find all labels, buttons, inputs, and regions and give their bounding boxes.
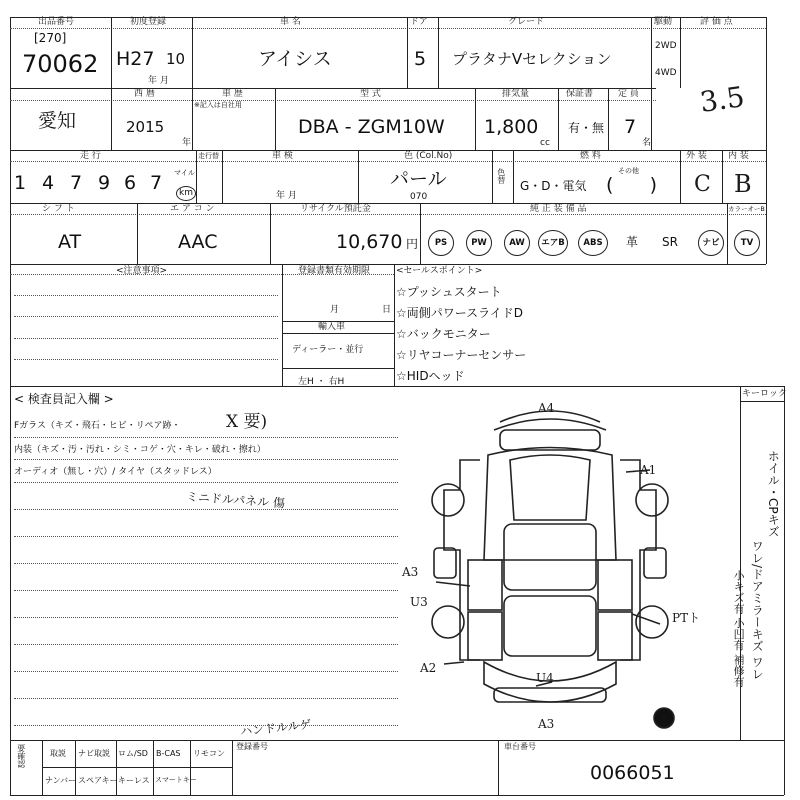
interior-grade: B	[734, 170, 752, 198]
fuel-label: 燃 料	[580, 151, 601, 161]
equip-airbag: エアB	[538, 230, 568, 256]
doors-label: ドア	[410, 17, 428, 27]
shift-label: シ フ ト	[42, 204, 75, 214]
mark-right-front: A1	[640, 463, 657, 477]
mileage-digit-2: 4	[42, 172, 55, 194]
sales-point-4: ☆リヤコーナーセンサー	[396, 348, 527, 362]
first-reg-label: 初度登録	[130, 17, 167, 27]
displacement-unit: cc	[540, 138, 550, 148]
chassis-number: 0066051	[590, 762, 675, 784]
displacement-value: 1,800	[484, 116, 539, 138]
inspector-label: < 検査員記入欄 >	[14, 392, 114, 406]
capacity-value: 7	[624, 116, 637, 138]
first-reg-month: 10	[166, 50, 186, 68]
right-col-damage: 小キズ有 小凹有 補修有	[732, 570, 746, 687]
footer-cell-smartkey: スマートキー	[155, 776, 197, 784]
equip-navi: ナビ	[698, 230, 724, 256]
footer-cell-navi-manual: ナビ取説	[78, 749, 110, 758]
model-year: 2015	[126, 118, 165, 136]
inspector-line-1: Fガラス（キズ・飛石・ヒビ・リペア跡・	[14, 421, 181, 431]
sales-point-1: ☆プッシュスタート	[396, 285, 502, 299]
drive-4wd: 4WD	[655, 68, 677, 78]
hand-note-handle: ハンドルルゲ	[239, 717, 313, 739]
score-handwritten: 3.5	[697, 80, 747, 119]
mileage-unit-km: km	[176, 186, 196, 201]
color-other-label: カラーオーB	[728, 205, 765, 213]
drive-2wd: 2WD	[655, 41, 677, 51]
equip-leather: 革	[626, 235, 639, 249]
history-label: 車 歴	[222, 89, 243, 99]
footer-cell-rom: ロム/SD	[118, 749, 148, 758]
inspector-line-2: 内装（キズ・汚・汚れ・シミ・コゲ・穴・キレ・破れ・擦れ）	[14, 445, 266, 455]
mark-rear: A3	[538, 717, 555, 731]
mark-right-rear-note: PTト	[672, 611, 701, 625]
inspector-line-3: オーディオ（無し・穴）/ タイヤ（スタッドレス）	[14, 467, 217, 477]
right-col-wheel: ホイル・CPキズ	[766, 450, 781, 538]
handle-value: 左H ・ 右H	[298, 377, 345, 387]
first-reg-suffix: 年 月	[148, 76, 169, 86]
model-year-label: 西 暦	[134, 89, 155, 99]
lot-no-label: 出品番号	[38, 17, 75, 27]
equip-abs: ABS	[578, 230, 608, 256]
capacity-label: 定 員	[618, 89, 639, 99]
recycle-label: リサイクル預託金	[300, 204, 371, 214]
shaken-ym: 年 月	[276, 191, 297, 201]
reg-no-label: 登録番号	[236, 742, 268, 751]
displacement-label: 排気量	[502, 89, 530, 99]
footer-cell-manual: 取説	[50, 749, 66, 758]
sales-point-3: ☆バックモニター	[396, 327, 491, 341]
exterior-grade: C	[694, 172, 711, 197]
equip-pw: PW	[466, 230, 492, 256]
footer-cell-number: ナンバー	[45, 776, 77, 785]
shift-value: AT	[58, 231, 82, 253]
import-value: ディーラー・並行	[292, 345, 364, 355]
equip-tv: TV	[734, 230, 760, 256]
footer-cell-bcas: B-CAS	[156, 749, 181, 758]
drive-label: 駆動	[654, 17, 673, 27]
color-change: 色替	[496, 168, 506, 184]
model-label: 型 式	[360, 89, 381, 99]
equipment-label: 純 正 装 備 品	[530, 204, 587, 214]
footer-side-label: 要確認	[16, 744, 26, 768]
score-label: 評 価 点	[700, 17, 733, 27]
equip-ps: PS	[428, 230, 454, 256]
mileage-unit-mile: マイル	[174, 169, 195, 177]
footer-cell-keyless: キーレス	[118, 776, 150, 785]
right-col-mirror: ワレ/ドアミラーキズ ワレ	[750, 540, 765, 680]
mark-left-mid-a: A3	[402, 565, 419, 579]
car-name: アイシス	[258, 48, 332, 70]
mark-front: A4	[538, 401, 555, 415]
doors-value: 5	[414, 48, 427, 70]
mark-left-rear: A2	[420, 661, 437, 675]
exterior-label: 外 装	[686, 151, 707, 161]
color-code: 070	[410, 192, 428, 202]
model-code: DBA - ZGM10W	[298, 116, 445, 138]
grade-label: グレード	[508, 17, 545, 27]
footer-cell-spare-key: スペアキー	[78, 776, 118, 785]
fuel-paren: ( )	[606, 174, 658, 196]
interior-label: 内 装	[728, 151, 749, 161]
hand-note-dash: ミニドルパネル 傷	[185, 489, 286, 511]
mileage-digit-1: 1	[14, 172, 27, 194]
fuel-other: その他	[618, 167, 639, 175]
sales-label: <セールスポイント>	[396, 266, 483, 276]
mileage-digit-5: 6	[124, 172, 137, 194]
keylock-label: キーロック	[742, 389, 787, 399]
equip-aw: AW	[504, 230, 530, 256]
warranty-value: 有・無	[568, 121, 605, 135]
history-sub: ※記入は自社用	[194, 101, 242, 109]
model-year-suffix: 年	[182, 138, 192, 148]
reg-day: 日	[382, 305, 392, 315]
fuel-options: G・D・電気	[520, 179, 587, 193]
color-value: パール	[390, 168, 447, 190]
mark-rear-center: U4	[536, 671, 554, 685]
shaken-label: 車 検	[272, 151, 293, 161]
lot-number: 70062	[22, 50, 99, 78]
chassis-label: 車台番号	[504, 742, 536, 751]
grade-value: プラタナVセレクション	[452, 50, 612, 68]
recycle-yen: 円	[406, 237, 419, 251]
car-name-label: 車 名	[280, 17, 301, 27]
venue: 愛知	[38, 110, 77, 132]
mileage-digit-4: 9	[98, 172, 111, 194]
reg-month: 月	[330, 305, 340, 315]
ac-label: エ ア コ ン	[170, 204, 215, 214]
mileage-digit-3: 7	[70, 172, 83, 194]
first-reg-era: H27	[116, 48, 155, 70]
import-label: 輸入車	[318, 322, 346, 332]
mark-left-mid-u: U3	[410, 595, 428, 609]
capacity-suffix: 名	[642, 138, 652, 148]
sales-point-5: ☆HIDヘッド	[396, 369, 465, 383]
mileage-digit-6: 7	[150, 172, 163, 194]
recycle-value: 10,670	[336, 231, 403, 253]
mileage-label: 走 行	[80, 151, 101, 161]
caution-label: <注意事項>	[116, 266, 168, 276]
meter-change-label: 走行替	[198, 152, 219, 160]
sales-point-2: ☆両側パワースライドD	[396, 306, 524, 320]
equip-sr: SR	[662, 235, 678, 249]
reg-docs-label: 登録書類有効期限	[298, 266, 371, 276]
ac-value: AAC	[178, 231, 218, 253]
warranty-label: 保証書	[566, 89, 594, 99]
color-label: 色 (Col.No)	[404, 151, 453, 161]
footer-cell-remote: リモコン	[193, 749, 225, 758]
inspector-line-1-hand: X 要)	[226, 412, 268, 432]
lane-number: [270]	[34, 31, 67, 45]
